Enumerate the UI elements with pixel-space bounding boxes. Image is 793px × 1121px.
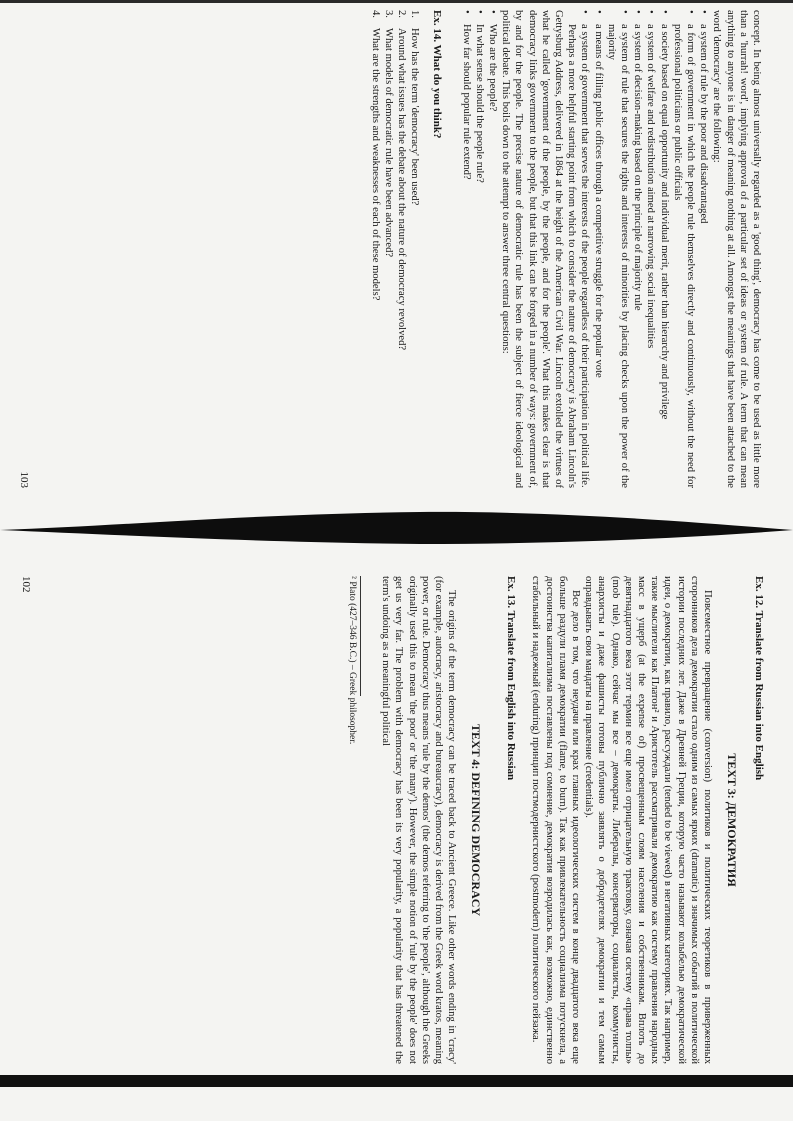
- right-paragraph-2: Perhaps a more helpful starting point from which to consider the nature of democracy is Abraham Lincoln's Gettysburg Address, delivered in 1864 at the height of the American Civil War. Lincoln extolled the virtues of what he called 'government of the people, by the people, and for the people'. What this makes clear is that democracy links government to the people, but that this link can be forged in a number of ways: government of, by and for the people. The precise nature of democratic rule has been the subject of fierce ideological and political debate. This boils down to the attempt to answer three central questions:: [500, 10, 578, 488]
- question-number: 3.: [382, 10, 394, 18]
- list-item: [369, 10, 382, 488]
- list-item: • a means of filling public offices through a competitive struggle for the popular vote: [591, 10, 604, 488]
- question-number: 2.: [396, 10, 408, 18]
- list-item: • a system of decision-making based on the principle of majority rule: [631, 10, 644, 488]
- meanings-list: [578, 10, 710, 488]
- question-text: What models of democratic rule have been advanced?: [382, 28, 394, 258]
- question-text: What are the strengths and weaknesses of each of these models?: [369, 28, 381, 301]
- ex13-heading: Ex. 13. Translate from English into Russian: [505, 576, 518, 781]
- list-item: • a society based on equal opportunity and individual merit, rather than hierarchy and privilege: [657, 10, 670, 488]
- text4-title: TEXT 4: DEFINING DEMOCRACY: [469, 723, 484, 917]
- page-102: [0, 548, 793, 1088]
- list-item: • a system of welfare and redistribution aimed at narrowing social inequalities: [644, 10, 657, 488]
- text3-paragraph-2: Все дело в том, что неудачи или крах главных идеологических систем в конце двадцатого века еще больше раздули пламя демократии (flame, to burn). Так как привлекательность социализма потускнела, а достоинства капитализма поставлены под сомнение, демократия возродилась как, возможно, единственно стабильный и надежный (enduring) принцип постмодернистского (postmodern) политического пейзажа.: [530, 576, 581, 1064]
- list-item: [382, 10, 395, 488]
- list-item: [408, 10, 421, 488]
- question-text: How has the term 'democracy' been used?: [409, 28, 421, 206]
- text3-title: TEXT 3: ДЕМОКРАТИЯ: [725, 753, 739, 887]
- ex12-heading: Ex. 12. Translate from Russian into English: [753, 576, 765, 781]
- text3-paragraph-1: Повсеместное превращение (conversion) политиков и политических теоретиков в приверженных сторонников дела демократии стало одним из самых ярких (dramatic) и значимых событий в политической истории последних лет. Даже в Древней Греции, которую часто называют колыбелью демократической идеи, о демократии, как правило, рассуждали (tended to be viewed) в негативных категориях. Так например, такие мыслители как Платон² и Аристотель рассматривали демократию как систему правления народных масс в ущерб (at the expense of) просвещенным слоям населения и собственникам. Вплоть до девятнадцатого века этот термин все еще имел отрицательную трактовку, означая систему «права толпы» (mob rule). Однако, сейчас мы все – демократы. Либералы, консерваторы, социалисты, коммунисты, анархисты и даже фашисты готовы публично заявлять о добродетелях демократии и тем самым оправдывать свои мандаты на правление (credentials).: [583, 576, 713, 1064]
- list-item: • How far should popular rule extend?: [459, 10, 472, 488]
- page-number-right: 103: [18, 471, 30, 488]
- list-item: • a form of government in which the people rule themselves directly and continuously, without the need for professional politicians or public officials: [671, 10, 697, 488]
- list-item: • a system of rule that secures the rights and interests of minorities by placing checks upon the power of the majority: [605, 10, 631, 488]
- page-103: [0, 0, 793, 510]
- question-text: Around what issues has the debate about the nature of democracy revolved?: [396, 28, 408, 351]
- list-item: [395, 10, 408, 488]
- scan-bottom-edge: [0, 1075, 793, 1087]
- ex14-heading: Ex. 14. What do you think?: [431, 10, 444, 139]
- footnote: ² Plato (427–346 B.C.) – Greek philosopher.: [346, 576, 357, 745]
- right-paragraph-1: concept. In being almost universally regarded as a 'good thing', democracy has come to be used as little more than a 'hurrah! word', implying approval of a particular set of ideas or system of rule. A term that can mean anything to anyone is in danger of meaning nothing at all. Amongst the meanings that have been attached to the word 'democracy' are the following:: [711, 10, 762, 488]
- list-item: • In what sense should the people rule?: [473, 10, 486, 488]
- list-item: • Who are the people?: [486, 10, 499, 488]
- question-number: 1.: [409, 10, 421, 18]
- text4-paragraph-1: The origins of the term democracy can be traced back to Ancient Greece. Like other words ending in 'cracy' (for example, autocracy, aristocracy and bureaucracy), democracy is derived from the Greek word kratos, meaning power, or rule. Democracy thus means 'rule by the demos' (the demos referring to 'the people', although the Greeks originally used this to mean 'the poor' or 'the many'). However, the simple notion of 'rule by the people' does not get us very far. The problem with democracy has been its very popularity, a popularity that has threatened the term's undoing as a meaningful political: [380, 576, 458, 1064]
- ex14-questions: [369, 10, 422, 488]
- list-item: • a system of government that serves the interests of the people regardless of their participation in political life.: [578, 10, 591, 488]
- question-number: 4.: [369, 10, 381, 18]
- page-number-left: 102: [20, 576, 32, 593]
- gutter-shadow: [0, 508, 793, 548]
- questions-list: [459, 10, 499, 488]
- list-item: • a system of rule by the poor and disadvantaged: [697, 10, 710, 488]
- footnote-rule: [360, 576, 361, 696]
